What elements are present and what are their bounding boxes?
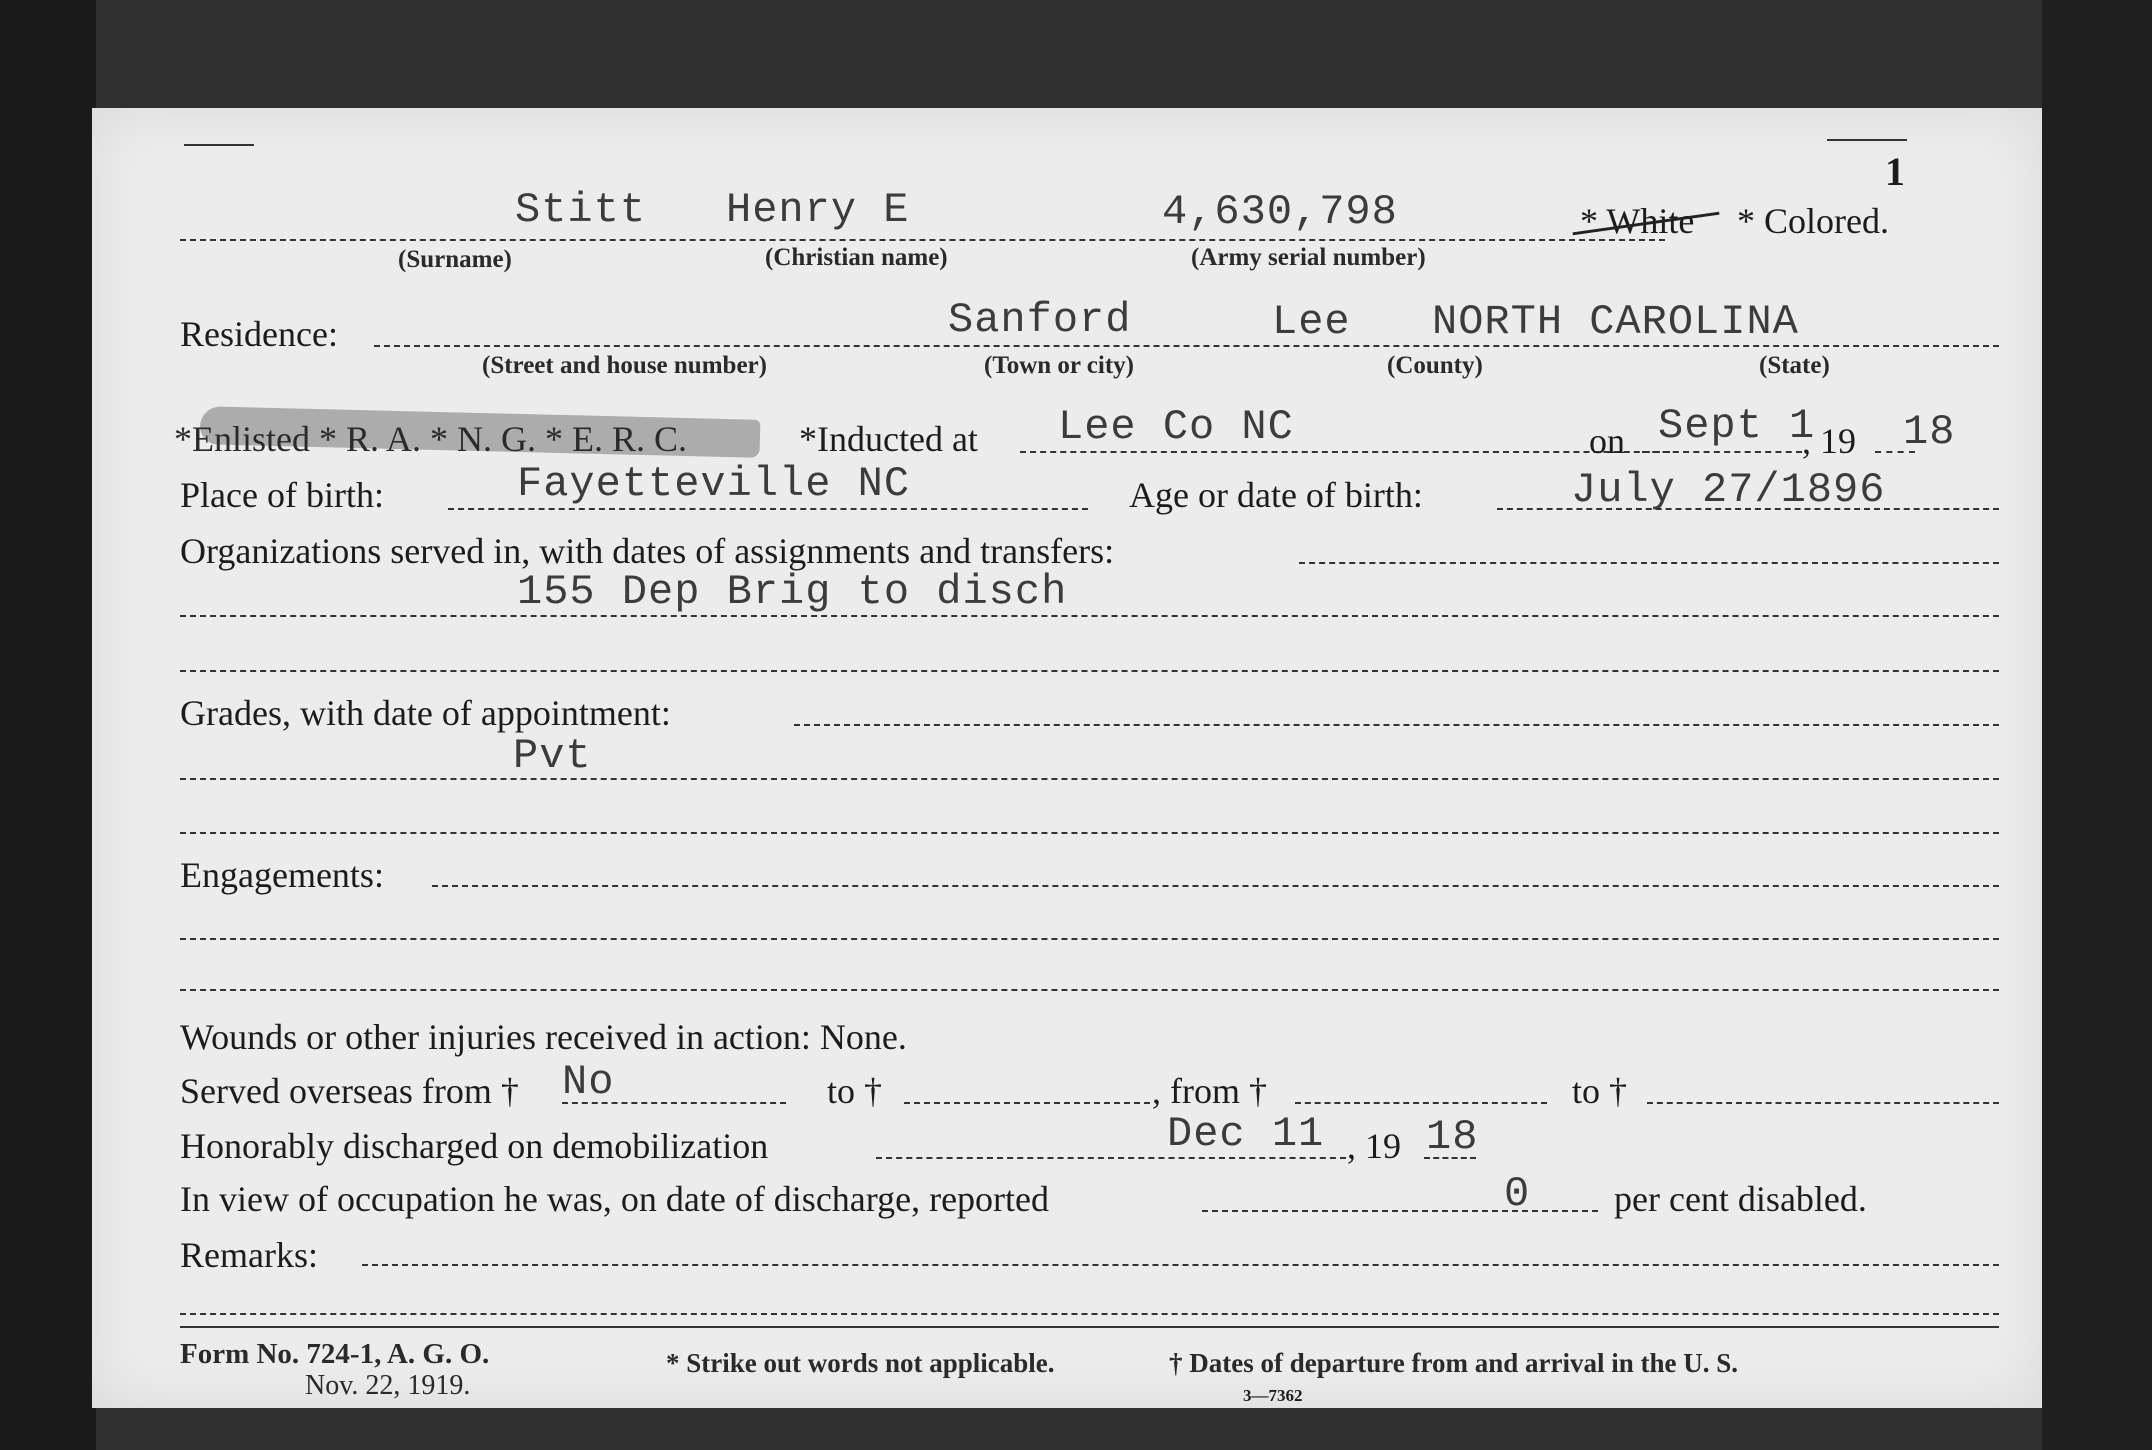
overseas-to-line	[904, 1102, 1150, 1104]
inducted-line	[1020, 451, 1670, 453]
overseas-from2-label: , from †	[1152, 1071, 1267, 1111]
overseas-from-label: Served overseas from †	[180, 1071, 519, 1111]
overseas-to2-line	[1647, 1102, 1999, 1104]
inducted-year-line	[1875, 451, 1915, 453]
overseas-to-label: to †	[827, 1071, 883, 1111]
place-of-birth-label: Place of birth:	[180, 475, 384, 515]
organizations-line-3	[180, 670, 1999, 672]
disability-suffix: per cent disabled.	[1614, 1179, 1867, 1219]
christian-name-caption: (Christian name)	[765, 244, 948, 271]
surname-value: Stitt	[515, 186, 647, 234]
top-right-mark	[1827, 139, 1907, 141]
engagements-line-1	[432, 885, 1999, 887]
surname-caption: (Surname)	[398, 246, 512, 273]
residence-label: Residence:	[180, 314, 338, 354]
inducted-year-prefix: , 19	[1802, 421, 1856, 461]
race-white-label: * White	[1580, 201, 1695, 241]
state-caption: (State)	[1759, 352, 1830, 379]
enlisted-label: *Enlisted * R. A. * N. G. * E. R. C.	[174, 419, 688, 459]
grades-value: Pvt	[513, 732, 592, 780]
form-date: Nov. 22, 1919.	[305, 1370, 471, 1401]
date-of-birth-line	[1497, 508, 1999, 510]
engagements-line-2	[180, 938, 1999, 940]
discharge-date-value: Dec 11	[1167, 1110, 1325, 1158]
organizations-label: Organizations served in, with dates of assignments and transfers:	[180, 531, 1115, 571]
scan-border-left	[0, 0, 96, 1450]
engagements-line-3	[180, 989, 1999, 991]
inducted-date-value: Sept 1	[1658, 402, 1816, 450]
discharge-year-prefix: , 19	[1347, 1126, 1401, 1166]
on-label: on	[1589, 421, 1625, 461]
inducted-year-value: 18	[1903, 408, 1956, 456]
inducted-label: *Inducted at	[799, 419, 978, 459]
scan-border-right	[2042, 0, 2152, 1450]
residence-town-value: Sanford	[948, 296, 1132, 344]
inducted-at-value: Lee Co NC	[1058, 403, 1294, 451]
top-left-mark	[184, 144, 254, 146]
overseas-from-value: No	[562, 1058, 615, 1106]
date-of-birth-value: July 27/1896	[1571, 466, 1886, 514]
dates-note: † Dates of departure from and arrival in the U. S.	[1169, 1348, 1738, 1378]
card-number: 1	[1885, 149, 1905, 194]
grades-line-1	[794, 724, 1999, 726]
serial-number-caption: (Army serial number)	[1191, 244, 1426, 271]
race-colored-label: * Colored.	[1737, 201, 1889, 241]
footer-rule	[180, 1326, 1999, 1328]
residence-line	[374, 345, 1999, 347]
remarks-line-2	[180, 1313, 1999, 1315]
discharge-year-value: 18	[1426, 1113, 1479, 1161]
town-caption: (Town or city)	[984, 352, 1134, 379]
disability-value: 0	[1504, 1170, 1531, 1218]
county-caption: (County)	[1387, 352, 1483, 379]
remarks-line-1	[362, 1264, 1999, 1266]
inducted-date-line	[1642, 451, 1802, 453]
remarks-label: Remarks:	[180, 1235, 318, 1275]
overseas-from-line	[562, 1102, 786, 1104]
residence-county-value: Lee	[1272, 298, 1351, 346]
grades-label: Grades, with date of appointment:	[180, 693, 671, 733]
overseas-from2-line	[1295, 1102, 1547, 1104]
overseas-to2-label: to †	[1572, 1071, 1628, 1111]
form-number: Form No. 724-1, A. G. O.	[180, 1338, 490, 1370]
christian-name-value: Henry E	[726, 186, 910, 234]
discharge-label: Honorably discharged on demobilization	[180, 1126, 769, 1166]
place-of-birth-value: Fayetteville NC	[517, 460, 911, 508]
disability-label: In view of occupation he was, on date of discharge, reported	[180, 1179, 1050, 1219]
service-record-card	[92, 108, 2042, 1408]
wounds-label: Wounds or other injuries received in action: None.	[180, 1017, 907, 1057]
grades-line-3	[180, 832, 1999, 834]
organizations-value: 155 Dep Brig to disch	[517, 568, 1068, 616]
organizations-line-2	[180, 615, 1999, 617]
card-code: 3—7362	[1243, 1386, 1303, 1405]
strike-out-note: * Strike out words not applicable.	[666, 1348, 1055, 1378]
engagements-label: Engagements:	[180, 855, 384, 895]
serial-number-value: 4,630,798	[1162, 188, 1398, 236]
discharge-year-line	[1424, 1157, 1476, 1159]
street-caption: (Street and house number)	[482, 352, 767, 379]
organizations-line-1	[1299, 562, 1999, 564]
residence-state-value: NORTH CAROLINA	[1432, 298, 1799, 346]
disability-line	[1202, 1210, 1598, 1212]
discharge-date-line	[876, 1157, 1346, 1159]
grades-line-2	[180, 778, 1999, 780]
name-line	[180, 239, 1665, 241]
age-or-date-of-birth-label: Age or date of birth:	[1129, 475, 1423, 515]
place-of-birth-line	[448, 508, 1088, 510]
